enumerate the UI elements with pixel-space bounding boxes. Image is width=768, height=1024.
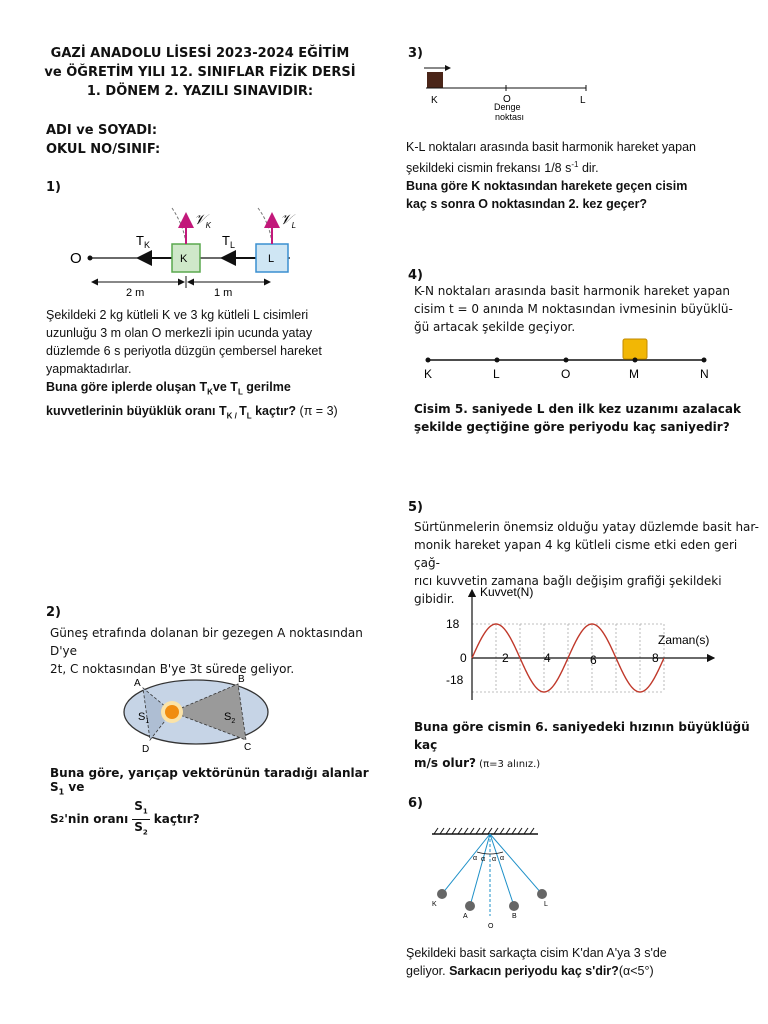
q2-point-b: B <box>238 674 245 685</box>
q2-text-line-2: 2t, C noktasından B'ye 3t sürede geliyor. <box>50 662 295 676</box>
q3-question-line-2: kaç s sonra O noktasından 2. kez geçer? <box>406 197 648 212</box>
q6-string-a <box>470 834 490 906</box>
q4-figure <box>416 336 716 380</box>
q2-text-line-1: Güneş etrafında dolanan bir gezegen A noktasından D'ye <box>50 626 363 658</box>
q4-label-l: L <box>493 367 500 380</box>
q5-force-chart <box>440 582 730 704</box>
q4-label-k: K <box>424 367 433 380</box>
q6-label-b: B <box>512 913 517 920</box>
q4-label-n: N <box>700 367 709 380</box>
q3-text-line-1: K-L noktaları arasında basit harmonik hareket yapan <box>406 140 696 154</box>
q4-dot-n <box>702 358 707 363</box>
q1-l-orbit-arc <box>258 208 272 244</box>
q5-y-tick-18: 18 <box>446 617 460 631</box>
q2-label-s2: $S_2$ <box>224 711 236 725</box>
q3-question-line-1: Buna göre K noktasından harekete geçen cisim <box>406 179 688 194</box>
q4-text-line-1: K-N noktaları arasında basit harmonik hareket yapan <box>414 284 731 298</box>
q4-dot-k <box>426 358 431 363</box>
q6-label-k: K <box>432 901 437 908</box>
q3-denge-label-1: Denge <box>494 102 521 112</box>
q4-label-o: O <box>561 367 571 380</box>
q6-angle-arc <box>477 852 503 854</box>
q1-label-tk: $T_K$ <box>136 233 150 250</box>
q6-bob-a <box>465 901 475 911</box>
q2-point-c: C <box>244 742 252 753</box>
q1-block-k-label: K <box>180 253 188 265</box>
q3-point-o: O <box>503 94 511 105</box>
q4-text-line-2: cisim t = 0 anında M noktasından ivmesinin büyüklü- <box>414 302 733 316</box>
q3-number: 3) <box>408 46 423 61</box>
q6-label-o: O <box>488 923 494 930</box>
q3-point-k: K <box>431 95 438 106</box>
q3-point-l: L <box>580 95 586 106</box>
q1-text-line-2: uzunluğu 3 m olan O merkezli ipin ucunda yatay <box>46 326 313 340</box>
q5-text-line-1: Sürtünmelerin önemsiz olduğu yatay düzlemde basit har- <box>414 520 759 534</box>
header-line-2: ve ÖĞRETİM YILI 12. SINIFLAR FİZİK DERSİ <box>44 65 356 80</box>
q1-text-line-1: Şekildeki 2 kg kütleli K ve 3 kg kütleli L cisimleri <box>46 308 309 322</box>
school-no-label: OKUL NO/SINIF: <box>46 142 161 157</box>
q1-question-line-1: Buna göre iplerde oluşan $T_Kve$ $T_L$ gerilme <box>46 380 291 397</box>
q1-text-line-3: düzlemde 6 s periyotla düzgün çembersel hareket <box>46 344 322 358</box>
q4-question-line-2: şekilde geçtiğine göre periyodu kaç saniyedir? <box>414 420 730 434</box>
q6-alpha-4: α <box>500 855 505 862</box>
q1-block-l-label: L <box>268 253 275 265</box>
q1-figure <box>60 204 380 304</box>
q6-bob-k <box>437 889 447 899</box>
q2-question-line-1: Buna göre, yarıçap vektörünün taradığı alanlar $S_1$ ve <box>50 766 369 797</box>
q4-question <box>414 400 754 436</box>
q1-label-tl: $T_L$ <box>222 233 235 250</box>
q2-fraction: $S_1$ $S_2$ <box>134 799 148 837</box>
q6-label-a: A <box>463 913 468 920</box>
q1-dim-2m: 2 m <box>126 287 145 299</box>
q3-figure <box>420 62 600 126</box>
q1-label-vk: 𝒱$_K$ <box>194 211 212 230</box>
q6-string-k <box>442 834 490 894</box>
q2-number: 2) <box>46 605 61 620</box>
q3-block <box>427 72 443 88</box>
q5-question <box>414 718 764 774</box>
q3-text <box>406 138 746 213</box>
q1-number: 1) <box>46 180 61 195</box>
q1-question-line-2: kuvvetlerinin büyüklük oranı $T_{K /}$ $T_L$ kaçtır? (π = 3) <box>46 403 338 420</box>
q6-bob-b <box>509 901 519 911</box>
q5-text-line-3: rıcı kuvvetin zamana bağlı değişim grafiği şekildeki gibidir. <box>414 574 722 606</box>
q4-label-m: M <box>629 367 639 380</box>
header-line-1: GAZİ ANADOLU LİSESİ 2023-2024 EĞİTİM <box>50 46 350 61</box>
q6-number: 6) <box>408 796 423 811</box>
q1-dim-1m: 1 m <box>214 287 233 299</box>
q3-denge-label-2: noktası <box>495 112 525 122</box>
q4-block <box>623 339 647 359</box>
q5-y-tick-0: 0 <box>460 651 467 665</box>
q6-pendulum-figure <box>428 824 558 936</box>
q2-question <box>50 766 380 839</box>
q6-bob-l <box>537 889 547 899</box>
q1-text <box>46 306 376 425</box>
q6-ceiling-hatch <box>434 828 534 834</box>
q2-label-s1: $S_1$ <box>138 711 150 725</box>
q6-string-b <box>490 834 514 906</box>
q1-text-line-4: yapmaktadırlar. <box>46 362 132 376</box>
q5-x-tick-8: 8 <box>652 651 659 665</box>
q5-x-tick-4: 4 <box>544 651 551 665</box>
q6-alpha-1: α <box>473 855 478 862</box>
q5-number: 5) <box>408 500 423 515</box>
q6-label-l: L <box>544 901 548 908</box>
q4-number: 4) <box>408 268 423 283</box>
q1-label-vl: 𝒱$_L$ <box>280 211 297 230</box>
exam-header <box>40 44 360 101</box>
q4-dot-m <box>633 358 638 363</box>
q5-x-tick-2: 2 <box>502 651 509 665</box>
q5-x-axis-label: Zaman(s) <box>658 633 710 647</box>
header-line-3: 1. DÖNEM 2. YAZILI SINAVIDIR: <box>86 84 314 99</box>
q4-dot-l <box>495 358 500 363</box>
q2-point-d: D <box>142 744 150 755</box>
q1-k-orbit-arc <box>172 208 186 244</box>
q6-alpha-3: α <box>492 856 497 863</box>
q2-question-line-2: S 2 'nin oranı $S_1$ $S_2$ kaçtır? <box>50 799 380 839</box>
q6-text-line-1: Şekildeki basit sarkaçta cisim K'dan A'ya 3 s'de <box>406 946 667 960</box>
q4-dot-o <box>564 358 569 363</box>
q5-y-axis-label: Kuvvet(N) <box>480 585 534 599</box>
q2-point-a: A <box>134 678 141 689</box>
q4-text <box>414 282 754 336</box>
q3-text-line-2: şekildeki cismin frekansı 1/8 $s^{-1}$ dir. <box>406 160 599 176</box>
q5-y-tick-neg18: -18 <box>446 673 464 687</box>
q4-text-line-3: ğü artacak şekilde geçiyor. <box>414 320 576 334</box>
name-label: ADI ve SOYADI: <box>46 123 158 138</box>
q5-question-line-2: m/s olur? (π=3 alınız.) <box>414 756 541 770</box>
q5-text-line-2: monik hareket yapan 4 kg kütleli cisme etki eden geri çağ- <box>414 538 738 570</box>
q5-x-tick-6: 6 <box>590 653 597 667</box>
q6-string-l <box>490 834 542 894</box>
q1-point-o: O <box>70 250 82 267</box>
q5-question-line-1: Buna göre cismin 6. saniyedeki hızının büyüklüğü kaç <box>414 720 750 752</box>
q6-text-line-2: geliyor. Sarkacın periyodu kaç s'dir?(α<5°) <box>406 964 654 978</box>
q6-alpha-2: α <box>481 856 486 863</box>
q2-sun <box>165 705 179 719</box>
q6-text <box>406 944 746 980</box>
q4-question-line-1: Cisim 5. saniyede L den ilk kez uzanımı azalacak <box>414 402 741 416</box>
q2-orbit-figure <box>118 670 278 758</box>
